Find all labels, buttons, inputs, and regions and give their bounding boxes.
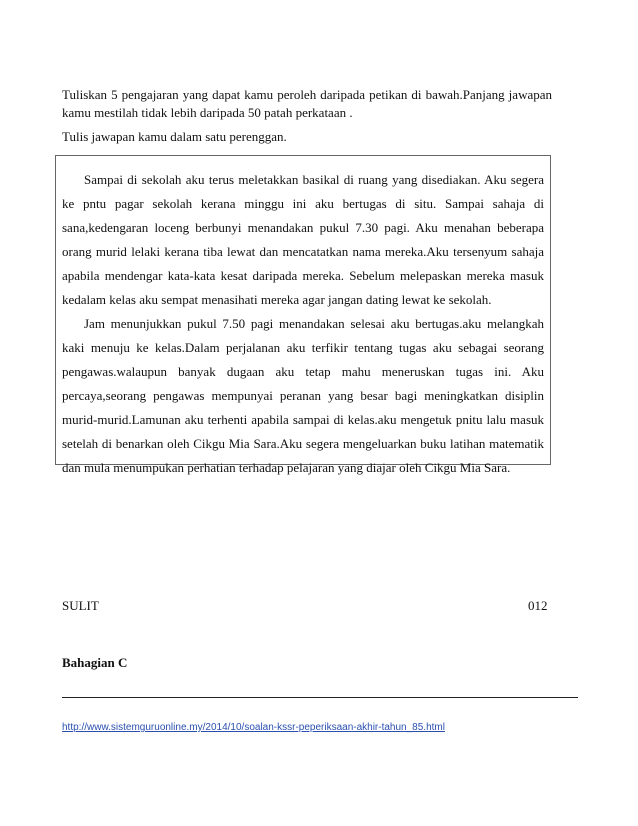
passage-paragraph-1: Sampai di sekolah aku terus meletakkan basikal di ruang yang disediakan. Aku segera ke pntu pagar sekolah kerana minggu ini aku bertugas di situ. Sampai sahaja di sana,kedengaran loceng berbunyi menandakan pukul 7.30 pagi. Aku menahan beberapa orang murid lelaki kerana tiba lewat dan mencatatkan nama mereka.Aku tersenyum sahaja apabila mendengar kata-kata kesat daripada mereka. Sebelum melepaskan mereka masuk kedalam kelas aku sempat menasihati mereka agar jangan dating lewat ke sekolah. bbox=[62, 172, 544, 307]
paper-code: 012 bbox=[528, 598, 548, 613]
source-link[interactable]: http://www.sistemguruonline.my/2014/10/soalan-kssr-peperiksaan-akhir-tahun_85.html bbox=[62, 722, 445, 733]
answer-format-instruction: Tulis jawapan kamu dalam satu perenggan. bbox=[62, 129, 287, 144]
passage-paragraph-2: Jam menunjukkan pukul 7.50 pagi menandakan selesai aku bertugas.aku melangkah kaki menuju ke kelas.Dalam perjalanan aku terfikir tentang tugas aku sebagai seorang pengawas.walaupun banyak dugaan aku tetap mahu meneruskan tugas ini. Aku percaya,seorang pengawas mempunyai peranan yang besar bagi meningkatkan disiplin murid-murid.Lamunan aku terhenti apabila sampai di kelas.aku mengetuk pnitu lalu masuk setelah di benarkan oleh Cikgu Mia Sara.Aku segera mengeluarkan buku latihan matematik dan mula menumpukan perhatian terhadap pelajaran yang diajar oleh Cikgu Mia Sara. bbox=[62, 316, 544, 475]
passage-box bbox=[55, 155, 551, 475]
section-title: Bahagian C bbox=[62, 655, 128, 670]
divider-line bbox=[62, 697, 578, 698]
question-instruction: Tuliskan 5 pengajaran yang dapat kamu peroleh daripada petikan di bawah.Panjang jawapan kamu mestilah tidak lebih daripada 50 patah perkataan . bbox=[62, 87, 552, 120]
classification-label: SULIT bbox=[62, 598, 99, 613]
